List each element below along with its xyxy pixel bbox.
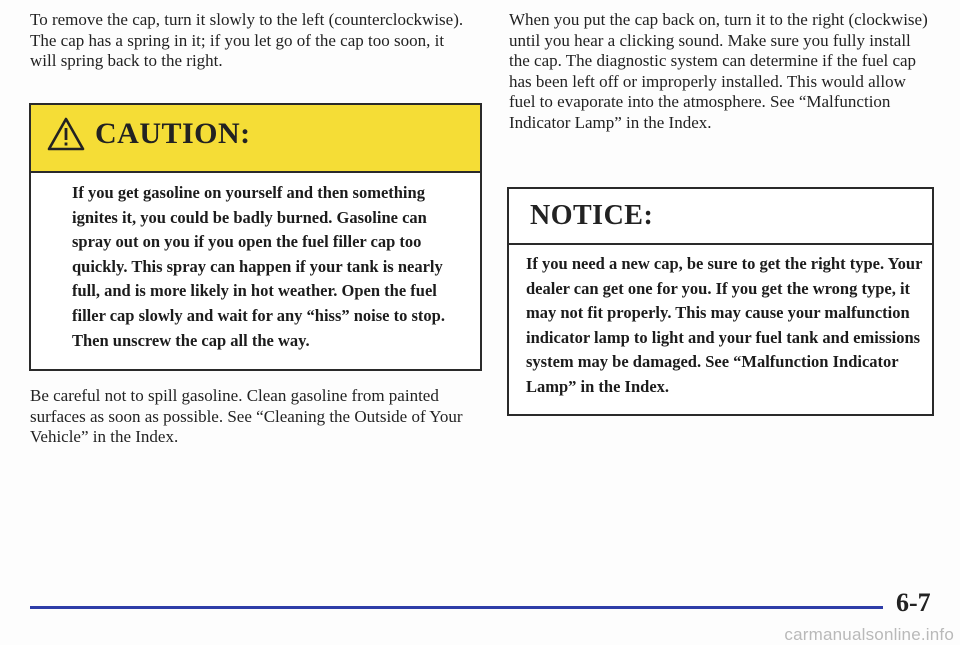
caution-header xyxy=(31,105,480,173)
watermark: carmanualsonline.info xyxy=(784,625,954,644)
remove-cap-paragraph: To remove the cap, turn it slowly to the left (counterclockwise). The cap has a spring in it; if you let go of the cap too soon, it will spring back to the right. xyxy=(30,10,464,70)
notice-header xyxy=(509,189,932,245)
caution-box xyxy=(29,103,482,371)
notice-title: NOTICE: xyxy=(530,200,654,231)
warning-triangle-icon xyxy=(47,117,85,151)
install-cap-paragraph: When you put the cap back on, turn it to the right (clockwise) until you hear a clicking sound. Make sure you fully install the cap. The diagnostic system can determine if the fuel cap has been left off or improperly installed. This would allow fuel to evaporate into the atmosphere. See “Malfunction Indicator Lamp” in the Index. xyxy=(509,10,928,132)
notice-box xyxy=(507,187,934,416)
caution-title: CAUTION: xyxy=(95,117,251,150)
caution-text: If you get gasoline on yourself and then something ignites it, you could be badly burned. Gasoline can spray out on you if you open the fuel filler cap too quickly. This spray can happen if your tank is nearly full, and is more likely in hot weather. Open the fuel filler cap slowly and wait for any “hiss” noise to stop. Then unscrew the cap all the way. xyxy=(72,183,445,350)
footer-rule xyxy=(30,606,883,609)
spill-paragraph: Be careful not to spill gasoline. Clean gasoline from painted surfaces as soon as possible. See “Cleaning the Outside of Your Vehicle” in the Index. xyxy=(30,386,463,446)
page-number: 6-7 xyxy=(896,588,931,617)
notice-text: If you need a new cap, be sure to get the right type. Your dealer can get one for you. If you get the wrong type, it may not fit properly. This may cause your malfunction indicator lamp to light and your fuel tank and emissions system may be damaged. See “Malfunction Indicator Lamp” in the Index. xyxy=(526,254,923,396)
